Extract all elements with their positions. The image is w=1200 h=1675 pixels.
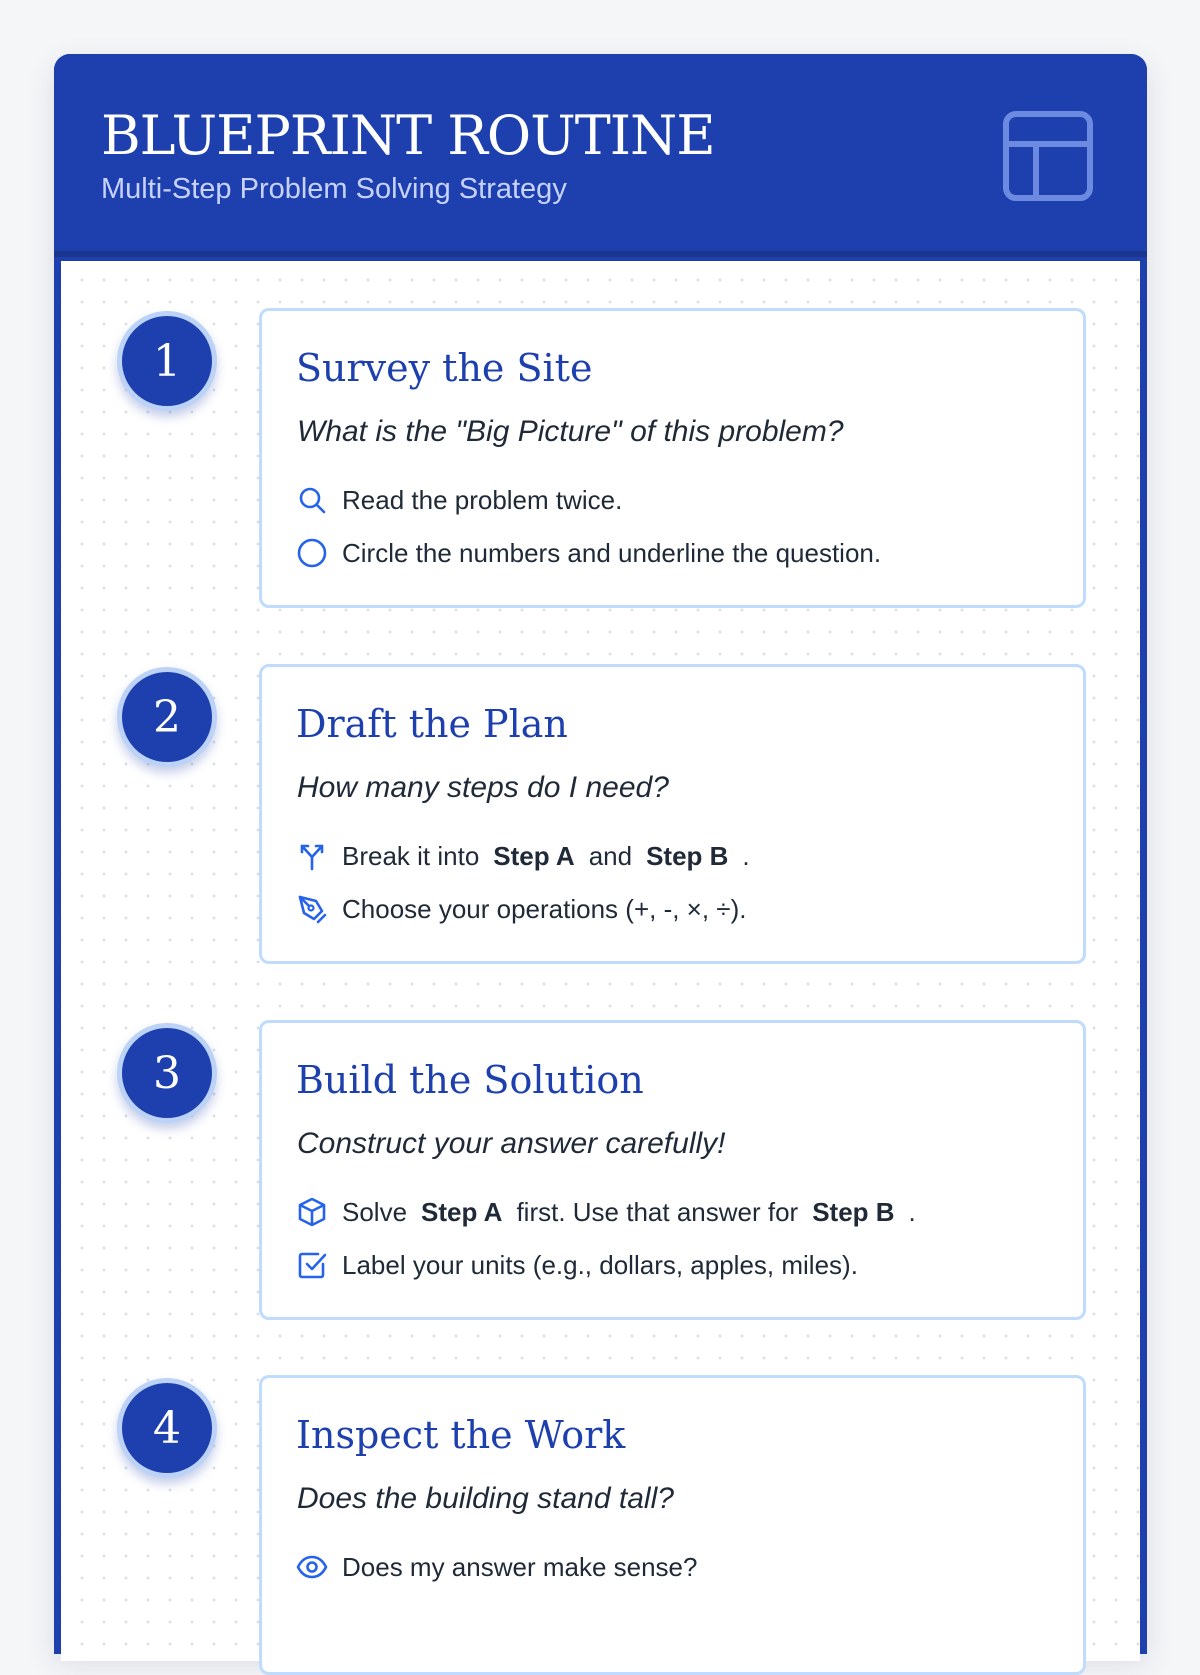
item-text: first. Use that answer for (516, 1196, 799, 1227)
item-text: Label your units (e.g., dollars, apples, miles). (342, 1249, 858, 1280)
step-title: Inspect the Work (296, 1413, 626, 1457)
step-question: Construct your answer carefully! (297, 1127, 726, 1160)
list-item (296, 1550, 697, 1584)
step-title: Draft the Plan (296, 702, 568, 746)
list-item (296, 483, 622, 517)
layout-icon (1002, 110, 1094, 202)
item-emphasis: Step B (812, 1196, 895, 1227)
item-text: Break it into (342, 840, 480, 871)
circle-icon (296, 537, 328, 569)
step-4 (61, 1328, 1140, 1638)
page-title: BLUEPRINT ROUTINE (101, 104, 715, 167)
page-subtitle: Multi-Step Problem Solving Strategy (101, 173, 567, 205)
step-3 (61, 973, 1140, 1283)
item-text: and (588, 840, 633, 871)
box-icon (296, 1196, 328, 1228)
check-square-icon (296, 1249, 328, 1281)
step-card (259, 1020, 1086, 1320)
list-item (296, 536, 881, 570)
step-title: Build the Solution (296, 1058, 644, 1102)
step-number-badge: 4 (117, 1378, 217, 1478)
item-text: Read the problem twice. (342, 484, 623, 515)
item-emphasis: Step A (493, 840, 575, 871)
split-icon (296, 840, 328, 872)
step-question: What is the "Big Picture" of this problem? (297, 415, 844, 448)
list-item (296, 839, 750, 873)
search-icon (296, 484, 328, 516)
item-emphasis: Step B (646, 840, 729, 871)
item-text: . (742, 840, 750, 871)
step-question: How many steps do I need? (297, 771, 669, 804)
item-text: Does my answer make sense? (342, 1551, 698, 1582)
list-item (296, 1248, 858, 1282)
list-item (296, 892, 746, 926)
step-1 (61, 261, 1140, 571)
step-number-badge: 2 (117, 667, 217, 767)
card-header (54, 54, 1147, 257)
item-text: Circle the numbers and underline the question. (342, 537, 882, 568)
list-item (296, 1195, 916, 1229)
routine-card (54, 54, 1147, 1654)
step-card (259, 1375, 1086, 1675)
step-card (259, 664, 1086, 964)
step-number-badge: 3 (117, 1023, 217, 1123)
steps-area (61, 261, 1140, 1661)
step-card (259, 308, 1086, 608)
step-number-badge: 1 (117, 311, 217, 411)
step-title: Survey the Site (296, 346, 593, 390)
eye-icon (296, 1551, 328, 1583)
step-question: Does the building stand tall? (297, 1482, 674, 1515)
pen-tool-icon (296, 893, 328, 925)
item-emphasis: Step A (421, 1196, 503, 1227)
step-2 (61, 617, 1140, 927)
item-text: . (908, 1196, 916, 1227)
item-text: Solve (342, 1196, 408, 1227)
item-text: Choose your operations (+, -, ×, ÷). (342, 893, 747, 924)
